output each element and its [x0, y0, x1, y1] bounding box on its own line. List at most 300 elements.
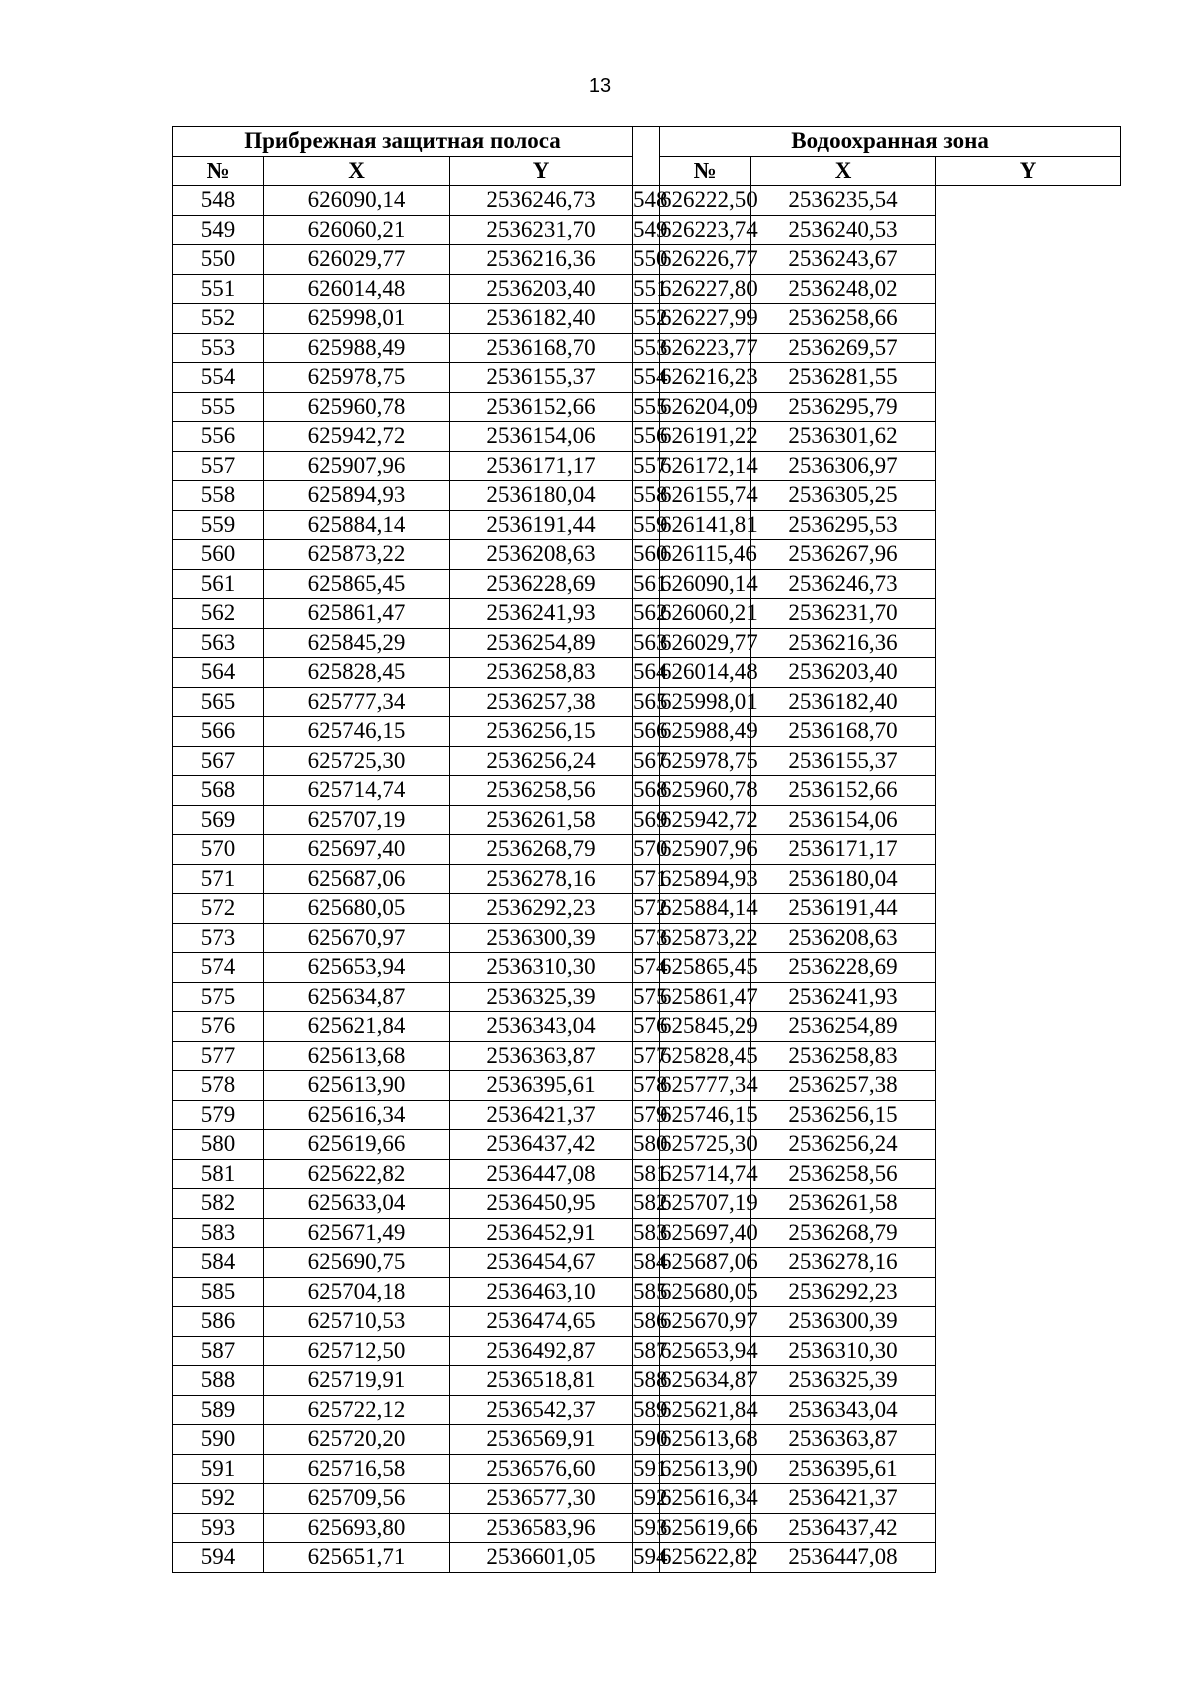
right-x-cell: 625845,29 — [660, 1012, 751, 1042]
left-number-cell: 576 — [173, 1012, 264, 1042]
table-row — [173, 1189, 1121, 1219]
right-number-cell: 592 — [633, 1484, 660, 1514]
right-x-cell: 625861,47 — [660, 982, 751, 1012]
left-y-cell: 2536363,87 — [450, 1041, 633, 1071]
left-y-cell: 2536601,05 — [450, 1543, 633, 1573]
table-row — [173, 894, 1121, 924]
left-x-cell: 625613,68 — [264, 1041, 450, 1071]
left-number-cell: 562 — [173, 599, 264, 629]
left-y-cell: 2536450,95 — [450, 1189, 633, 1219]
right-y-cell: 2536243,67 — [751, 245, 936, 275]
right-x-cell: 626155,74 — [660, 481, 751, 511]
right-x-cell: 626223,74 — [660, 215, 751, 245]
right-y-cell: 2536295,79 — [751, 392, 936, 422]
table-row — [173, 274, 1121, 304]
left-y-cell: 2536325,39 — [450, 982, 633, 1012]
left-number-cell: 551 — [173, 274, 264, 304]
right-x-cell: 625653,94 — [660, 1336, 751, 1366]
left-y-cell: 2536576,60 — [450, 1454, 633, 1484]
left-x-cell: 625619,66 — [264, 1130, 450, 1160]
left-x-cell: 625707,19 — [264, 805, 450, 835]
left-section-title: Прибрежная защитная полоса — [173, 127, 633, 157]
left-x-cell: 625725,30 — [264, 746, 450, 776]
table-row — [173, 1484, 1121, 1514]
right-number-cell: 549 — [633, 215, 660, 245]
left-x-cell: 625988,49 — [264, 333, 450, 363]
table-row — [173, 1012, 1121, 1042]
right-y-cell: 2536258,56 — [751, 1159, 936, 1189]
right-x-cell: 625828,45 — [660, 1041, 751, 1071]
left-y-cell: 2536447,08 — [450, 1159, 633, 1189]
right-number-cell: 575 — [633, 982, 660, 1012]
right-y-cell: 2536437,42 — [751, 1513, 936, 1543]
right-x-cell: 626227,80 — [660, 274, 751, 304]
left-x-cell: 625884,14 — [264, 510, 450, 540]
right-x-cell: 626115,46 — [660, 540, 751, 570]
left-number-cell: 590 — [173, 1425, 264, 1455]
page-number: 13 — [588, 75, 612, 97]
right-number-cell: 586 — [633, 1307, 660, 1337]
left-x-cell: 625704,18 — [264, 1277, 450, 1307]
table-row — [173, 510, 1121, 540]
right-y-cell: 2536258,66 — [751, 304, 936, 334]
table-row — [173, 805, 1121, 835]
right-x-cell: 626191,22 — [660, 422, 751, 452]
left-x-cell: 625998,01 — [264, 304, 450, 334]
left-x-cell: 625634,87 — [264, 982, 450, 1012]
left-x-cell: 626090,14 — [264, 186, 450, 216]
left-x-cell: 625828,45 — [264, 658, 450, 688]
right-x-cell: 625613,68 — [660, 1425, 751, 1455]
left-y-cell: 2536258,56 — [450, 776, 633, 806]
left-x-cell: 625978,75 — [264, 363, 450, 393]
left-x-cell: 625633,04 — [264, 1189, 450, 1219]
table-body — [173, 186, 1121, 1573]
column-gap — [633, 127, 660, 186]
right-number-cell: 550 — [633, 245, 660, 275]
left-number-cell: 557 — [173, 451, 264, 481]
right-x-cell: 625907,96 — [660, 835, 751, 865]
left-y-cell: 2536180,04 — [450, 481, 633, 511]
left-number-cell: 570 — [173, 835, 264, 865]
right-x-cell: 626223,77 — [660, 333, 751, 363]
table-row — [173, 304, 1121, 334]
table-row — [173, 540, 1121, 570]
left-x-cell: 625722,12 — [264, 1395, 450, 1425]
right-y-cell: 2536216,36 — [751, 628, 936, 658]
table-row — [173, 1425, 1121, 1455]
right-y-cell: 2536152,66 — [751, 776, 936, 806]
right-y-cell: 2536281,55 — [751, 363, 936, 393]
left-y-cell: 2536454,67 — [450, 1248, 633, 1278]
left-number-cell: 563 — [173, 628, 264, 658]
right-y-cell: 2536241,93 — [751, 982, 936, 1012]
right-number-cell: 576 — [633, 1012, 660, 1042]
left-number-cell: 552 — [173, 304, 264, 334]
right-y-cell: 2536295,53 — [751, 510, 936, 540]
right-number-cell: 557 — [633, 451, 660, 481]
left-y-header: Y — [450, 156, 633, 186]
right-x-cell: 626141,81 — [660, 510, 751, 540]
left-number-cell: 589 — [173, 1395, 264, 1425]
right-y-cell: 2536421,37 — [751, 1484, 936, 1514]
left-x-cell: 625720,20 — [264, 1425, 450, 1455]
right-y-cell: 2536246,73 — [751, 569, 936, 599]
right-y-cell: 2536306,97 — [751, 451, 936, 481]
left-x-cell: 625709,56 — [264, 1484, 450, 1514]
left-x-cell: 625716,58 — [264, 1454, 450, 1484]
table-row — [173, 776, 1121, 806]
section-title-row — [173, 127, 1121, 157]
table-row — [173, 1071, 1121, 1101]
right-number-cell: 583 — [633, 1218, 660, 1248]
right-x-cell: 625616,34 — [660, 1484, 751, 1514]
left-x-cell: 625671,49 — [264, 1218, 450, 1248]
left-number-cell: 567 — [173, 746, 264, 776]
right-x-cell: 625619,66 — [660, 1513, 751, 1543]
table-row — [173, 717, 1121, 747]
right-y-cell: 2536267,96 — [751, 540, 936, 570]
right-y-cell: 2536256,24 — [751, 1130, 936, 1160]
table-row — [173, 835, 1121, 865]
table-row — [173, 923, 1121, 953]
right-x-cell: 625865,45 — [660, 953, 751, 983]
left-y-cell: 2536292,23 — [450, 894, 633, 924]
right-y-cell: 2536240,53 — [751, 215, 936, 245]
right-y-cell: 2536278,16 — [751, 1248, 936, 1278]
table-row — [173, 481, 1121, 511]
left-x-cell: 625777,34 — [264, 687, 450, 717]
table-row — [173, 658, 1121, 688]
left-number-cell: 564 — [173, 658, 264, 688]
left-y-cell: 2536182,40 — [450, 304, 633, 334]
left-y-cell: 2536577,30 — [450, 1484, 633, 1514]
table-row — [173, 1366, 1121, 1396]
table-row — [173, 392, 1121, 422]
right-x-cell: 626204,09 — [660, 392, 751, 422]
left-number-cell: 578 — [173, 1071, 264, 1101]
left-x-cell: 625621,84 — [264, 1012, 450, 1042]
right-number-cell: 593 — [633, 1513, 660, 1543]
left-number-cell: 560 — [173, 540, 264, 570]
left-number-cell: 582 — [173, 1189, 264, 1219]
left-y-cell: 2536155,37 — [450, 363, 633, 393]
left-x-cell: 625865,45 — [264, 569, 450, 599]
left-number-cell: 575 — [173, 982, 264, 1012]
left-y-cell: 2536241,93 — [450, 599, 633, 629]
left-x-header: X — [264, 156, 450, 186]
left-number-cell: 568 — [173, 776, 264, 806]
left-y-cell: 2536168,70 — [450, 333, 633, 363]
right-x-cell: 625884,14 — [660, 894, 751, 924]
right-x-cell: 626222,50 — [660, 186, 751, 216]
table-row — [173, 1395, 1121, 1425]
right-x-cell: 625621,84 — [660, 1395, 751, 1425]
right-number-cell: 552 — [633, 304, 660, 334]
right-y-cell: 2536447,08 — [751, 1543, 936, 1573]
right-y-cell: 2536305,25 — [751, 481, 936, 511]
right-number-cell: 551 — [633, 274, 660, 304]
right-y-cell: 2536343,04 — [751, 1395, 936, 1425]
right-number-cell: 560 — [633, 540, 660, 570]
table-row — [173, 1100, 1121, 1130]
left-x-cell: 625616,34 — [264, 1100, 450, 1130]
right-number-header: № — [660, 156, 751, 186]
left-number-cell: 573 — [173, 923, 264, 953]
left-y-cell: 2536216,36 — [450, 245, 633, 275]
left-x-cell: 625697,40 — [264, 835, 450, 865]
right-x-cell: 625725,30 — [660, 1130, 751, 1160]
right-number-cell: 573 — [633, 923, 660, 953]
left-y-cell: 2536261,58 — [450, 805, 633, 835]
left-number-cell: 569 — [173, 805, 264, 835]
right-number-cell: 559 — [633, 510, 660, 540]
left-number-cell: 593 — [173, 1513, 264, 1543]
right-x-cell: 625978,75 — [660, 746, 751, 776]
right-y-cell: 2536235,54 — [751, 186, 936, 216]
right-x-cell: 625687,06 — [660, 1248, 751, 1278]
right-x-cell: 626090,14 — [660, 569, 751, 599]
left-x-cell: 625693,80 — [264, 1513, 450, 1543]
left-x-cell: 625680,05 — [264, 894, 450, 924]
right-y-cell: 2536261,58 — [751, 1189, 936, 1219]
left-y-cell: 2536463,10 — [450, 1277, 633, 1307]
right-y-cell: 2536292,23 — [751, 1277, 936, 1307]
right-y-cell: 2536300,39 — [751, 1307, 936, 1337]
right-x-header: X — [751, 156, 936, 186]
left-number-cell: 549 — [173, 215, 264, 245]
left-x-cell: 626014,48 — [264, 274, 450, 304]
right-x-cell: 625988,49 — [660, 717, 751, 747]
left-y-cell: 2536395,61 — [450, 1071, 633, 1101]
right-x-cell: 625680,05 — [660, 1277, 751, 1307]
left-number-cell: 571 — [173, 864, 264, 894]
right-x-cell: 625873,22 — [660, 923, 751, 953]
left-number-cell: 558 — [173, 481, 264, 511]
left-y-cell: 2536256,15 — [450, 717, 633, 747]
right-number-cell: 572 — [633, 894, 660, 924]
right-y-cell: 2536363,87 — [751, 1425, 936, 1455]
left-y-cell: 2536191,44 — [450, 510, 633, 540]
right-x-cell: 625634,87 — [660, 1366, 751, 1396]
left-number-cell: 574 — [173, 953, 264, 983]
right-y-header: Y — [936, 156, 1121, 186]
right-y-cell: 2536258,83 — [751, 1041, 936, 1071]
right-y-cell: 2536254,89 — [751, 1012, 936, 1042]
left-y-cell: 2536254,89 — [450, 628, 633, 658]
left-y-cell: 2536452,91 — [450, 1218, 633, 1248]
table-row — [173, 1130, 1121, 1160]
left-x-cell: 625714,74 — [264, 776, 450, 806]
right-number-cell: 577 — [633, 1041, 660, 1071]
right-y-cell: 2536191,44 — [751, 894, 936, 924]
right-x-cell: 626060,21 — [660, 599, 751, 629]
table-row — [173, 1307, 1121, 1337]
right-number-cell: 554 — [633, 363, 660, 393]
right-x-cell: 625714,74 — [660, 1159, 751, 1189]
left-y-cell: 2536310,30 — [450, 953, 633, 983]
right-number-cell: 568 — [633, 776, 660, 806]
left-x-cell: 625942,72 — [264, 422, 450, 452]
left-number-cell: 584 — [173, 1248, 264, 1278]
right-x-cell: 625670,97 — [660, 1307, 751, 1337]
left-y-cell: 2536278,16 — [450, 864, 633, 894]
right-y-cell: 2536208,63 — [751, 923, 936, 953]
table-row — [173, 245, 1121, 275]
left-x-cell: 625651,71 — [264, 1543, 450, 1573]
left-x-cell: 625712,50 — [264, 1336, 450, 1366]
right-number-cell: 590 — [633, 1425, 660, 1455]
right-y-cell: 2536269,57 — [751, 333, 936, 363]
table-row — [173, 1248, 1121, 1278]
left-y-cell: 2536343,04 — [450, 1012, 633, 1042]
right-y-cell: 2536395,61 — [751, 1454, 936, 1484]
left-y-cell: 2536154,06 — [450, 422, 633, 452]
left-number-cell: 587 — [173, 1336, 264, 1366]
left-y-cell: 2536208,63 — [450, 540, 633, 570]
left-x-cell: 625613,90 — [264, 1071, 450, 1101]
table-row — [173, 864, 1121, 894]
right-number-cell: 569 — [633, 805, 660, 835]
right-y-cell: 2536180,04 — [751, 864, 936, 894]
left-x-cell: 625710,53 — [264, 1307, 450, 1337]
right-y-cell: 2536301,62 — [751, 422, 936, 452]
right-number-cell: 563 — [633, 628, 660, 658]
right-x-cell: 626227,99 — [660, 304, 751, 334]
left-x-cell: 626029,77 — [264, 245, 450, 275]
table-row — [173, 982, 1121, 1012]
right-y-cell: 2536228,69 — [751, 953, 936, 983]
left-x-cell: 626060,21 — [264, 215, 450, 245]
left-y-cell: 2536203,40 — [450, 274, 633, 304]
table-row — [173, 1277, 1121, 1307]
left-x-cell: 625719,91 — [264, 1366, 450, 1396]
right-y-cell: 2536268,79 — [751, 1218, 936, 1248]
left-y-cell: 2536258,83 — [450, 658, 633, 688]
left-x-cell: 625653,94 — [264, 953, 450, 983]
left-y-cell: 2536231,70 — [450, 215, 633, 245]
left-number-cell: 591 — [173, 1454, 264, 1484]
left-y-cell: 2536421,37 — [450, 1100, 633, 1130]
left-number-cell: 554 — [173, 363, 264, 393]
right-number-cell: 555 — [633, 392, 660, 422]
left-number-cell: 548 — [173, 186, 264, 216]
right-x-cell: 625622,82 — [660, 1543, 751, 1573]
left-number-cell: 588 — [173, 1366, 264, 1396]
left-x-cell: 625907,96 — [264, 451, 450, 481]
left-x-cell: 625687,06 — [264, 864, 450, 894]
table-row — [173, 1041, 1121, 1071]
left-x-cell: 625622,82 — [264, 1159, 450, 1189]
table-row — [173, 628, 1121, 658]
right-x-cell: 626014,48 — [660, 658, 751, 688]
left-number-cell: 572 — [173, 894, 264, 924]
right-number-cell: 578 — [633, 1071, 660, 1101]
right-number-cell: 580 — [633, 1130, 660, 1160]
left-number-cell: 553 — [173, 333, 264, 363]
table-row — [173, 215, 1121, 245]
left-y-cell: 2536268,79 — [450, 835, 633, 865]
table-row — [173, 333, 1121, 363]
right-number-cell: 571 — [633, 864, 660, 894]
left-number-cell: 579 — [173, 1100, 264, 1130]
right-number-cell: 561 — [633, 569, 660, 599]
table-row — [173, 186, 1121, 216]
right-x-cell: 625777,34 — [660, 1071, 751, 1101]
right-number-cell: 564 — [633, 658, 660, 688]
table-row — [173, 953, 1121, 983]
left-number-cell: 586 — [173, 1307, 264, 1337]
left-y-cell: 2536583,96 — [450, 1513, 633, 1543]
right-x-cell: 626226,77 — [660, 245, 751, 275]
left-number-cell: 592 — [173, 1484, 264, 1514]
right-number-cell: 582 — [633, 1189, 660, 1219]
right-number-cell: 553 — [633, 333, 660, 363]
left-x-cell: 625861,47 — [264, 599, 450, 629]
right-number-cell: 556 — [633, 422, 660, 452]
right-number-cell: 574 — [633, 953, 660, 983]
right-number-cell: 588 — [633, 1366, 660, 1396]
left-x-cell: 625873,22 — [264, 540, 450, 570]
right-y-cell: 2536154,06 — [751, 805, 936, 835]
left-x-cell: 625746,15 — [264, 717, 450, 747]
right-x-cell: 626172,14 — [660, 451, 751, 481]
table-row — [173, 1159, 1121, 1189]
right-number-cell: 567 — [633, 746, 660, 776]
right-y-cell: 2536325,39 — [751, 1366, 936, 1396]
left-number-cell: 585 — [173, 1277, 264, 1307]
table-row — [173, 687, 1121, 717]
left-x-cell: 625960,78 — [264, 392, 450, 422]
left-number-cell: 583 — [173, 1218, 264, 1248]
left-y-cell: 2536246,73 — [450, 186, 633, 216]
left-number-header: № — [173, 156, 264, 186]
table-row — [173, 1513, 1121, 1543]
right-y-cell: 2536310,30 — [751, 1336, 936, 1366]
right-number-cell: 565 — [633, 687, 660, 717]
table-row — [173, 451, 1121, 481]
right-number-cell: 589 — [633, 1395, 660, 1425]
left-x-cell: 625690,75 — [264, 1248, 450, 1278]
right-number-cell: 579 — [633, 1100, 660, 1130]
right-x-cell: 625942,72 — [660, 805, 751, 835]
left-y-cell: 2536152,66 — [450, 392, 633, 422]
right-number-cell: 566 — [633, 717, 660, 747]
right-y-cell: 2536182,40 — [751, 687, 936, 717]
left-x-cell: 625894,93 — [264, 481, 450, 511]
right-number-cell: 591 — [633, 1454, 660, 1484]
table-row — [173, 569, 1121, 599]
left-y-cell: 2536300,39 — [450, 923, 633, 953]
left-number-cell: 550 — [173, 245, 264, 275]
right-x-cell: 625746,15 — [660, 1100, 751, 1130]
table-row — [173, 1543, 1121, 1573]
right-y-cell: 2536155,37 — [751, 746, 936, 776]
right-x-cell: 626216,23 — [660, 363, 751, 393]
left-number-cell: 594 — [173, 1543, 264, 1573]
right-y-cell: 2536203,40 — [751, 658, 936, 688]
right-x-cell: 625697,40 — [660, 1218, 751, 1248]
right-number-cell: 587 — [633, 1336, 660, 1366]
right-number-cell: 585 — [633, 1277, 660, 1307]
left-number-cell: 565 — [173, 687, 264, 717]
left-number-cell: 581 — [173, 1159, 264, 1189]
left-number-cell: 577 — [173, 1041, 264, 1071]
left-number-cell: 556 — [173, 422, 264, 452]
left-number-cell: 555 — [173, 392, 264, 422]
left-y-cell: 2536171,17 — [450, 451, 633, 481]
right-number-cell: 548 — [633, 186, 660, 216]
